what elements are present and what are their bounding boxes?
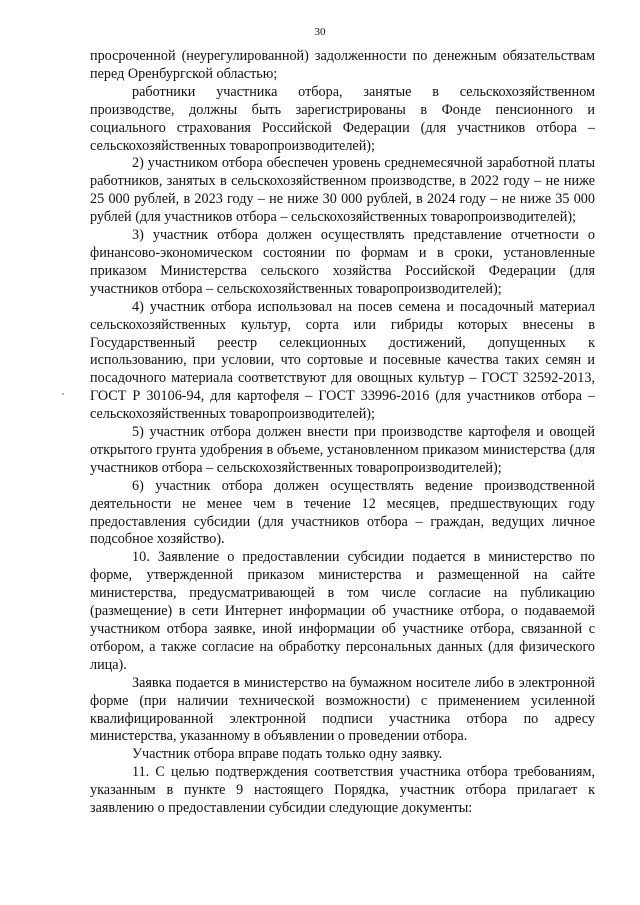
page-number: 30 — [314, 26, 326, 38]
paragraph: 10. Заявление о предоставлении субсидии подается в министерство по форме, утвержденной приказом министерства и размещенной на сайте министерства, предусматривающей в том числе согласие на публикацию (размещение) в сети Интернет информации об участнике отбора, о подаваемой участником отбора заявке, иной информации об участнике отбора, связанной с отбором, а также согласие на обработку персональных данных (для физического лица). — [90, 549, 595, 673]
paragraph: 11. С целью подтверждения соответствия участника отбора требованиям, указанным в пункте 9 настоящего Порядка, участник отбора прилагает к заявлению о предоставлении субсидии следующие документы: — [90, 764, 595, 817]
paragraph: 2) участником отбора обеспечен уровень среднемесячной заработной платы работников, занятых в сельскохозяйственном производстве, в 2022 году – не ниже 25 000 рублей, в 2023 году – не ниже 30 000 рублей, в 2024 году – не ниже 35 000 рублей (для участников отбора – сельскохозяйственных товаропроизводителей); — [90, 155, 595, 226]
paragraph: работники участника отбора, занятые в сельскохозяйственном производстве, должны быть зарегистрированы в Фонде пенсионного и социального страхования Российской Федерации (для участников отбора – сельскохозяйственных товаропроизводителей); — [90, 83, 595, 154]
scan-speck — [62, 393, 64, 395]
paragraph: 6) участник отбора должен осуществлять ведение производственной деятельности не менее чем в течение 12 месяцев, предшествующих году предоставления субсидии (для участников отбора – граждан, ведущих личное подсобное хозяйство). — [90, 477, 595, 548]
paragraph: 4) участник отбора использовал на посев семена и посадочный материал сельскохозяйственных культур, сорта или гибриды которых внесены в Государственный реестр селекционных достижений, допущенных к использованию, при условии, что сортовые и посевные качества таких семян и посадочного материала соответствуют для овощных культур – ГОСТ 32592-2013, ГОСТ Р 30106-94, для картофеля – ГОСТ 33996-2016 (для участников отбора – сельскохозяйственных товаропроизводителей); — [90, 298, 595, 423]
paragraph: просроченной (неурегулированной) задолженности по денежным обязательствам перед Оренбургской областью; — [90, 48, 595, 82]
paragraph: Заявка подается в министерство на бумажном носителе либо в электронной форме (при наличии технической возможности) с применением усиленной квалифицированной электронной подписи участника отбора по адресу министерства, указанному в объявлении о проведении отбора. — [90, 674, 595, 745]
paragraph: 3) участник отбора должен осуществлять представление отчетности о финансово-экономическом состоянии по формам и в сроки, установленные приказом Министерства сельского хозяйства Российской Федерации (для участников отбора – сельскохозяйственных товаропроизводителей); — [90, 227, 595, 297]
paragraph: Участник отбора вправе подать только одну заявку. — [132, 746, 443, 763]
paragraph: 5) участник отбора должен внести при производстве картофеля и овощей открытого грунта удобрения в объеме, установленном приказом министерства (для участников отбора – сельскохозяйственных товаропроизводителей); — [90, 424, 595, 476]
document-body — [90, 48, 595, 818]
